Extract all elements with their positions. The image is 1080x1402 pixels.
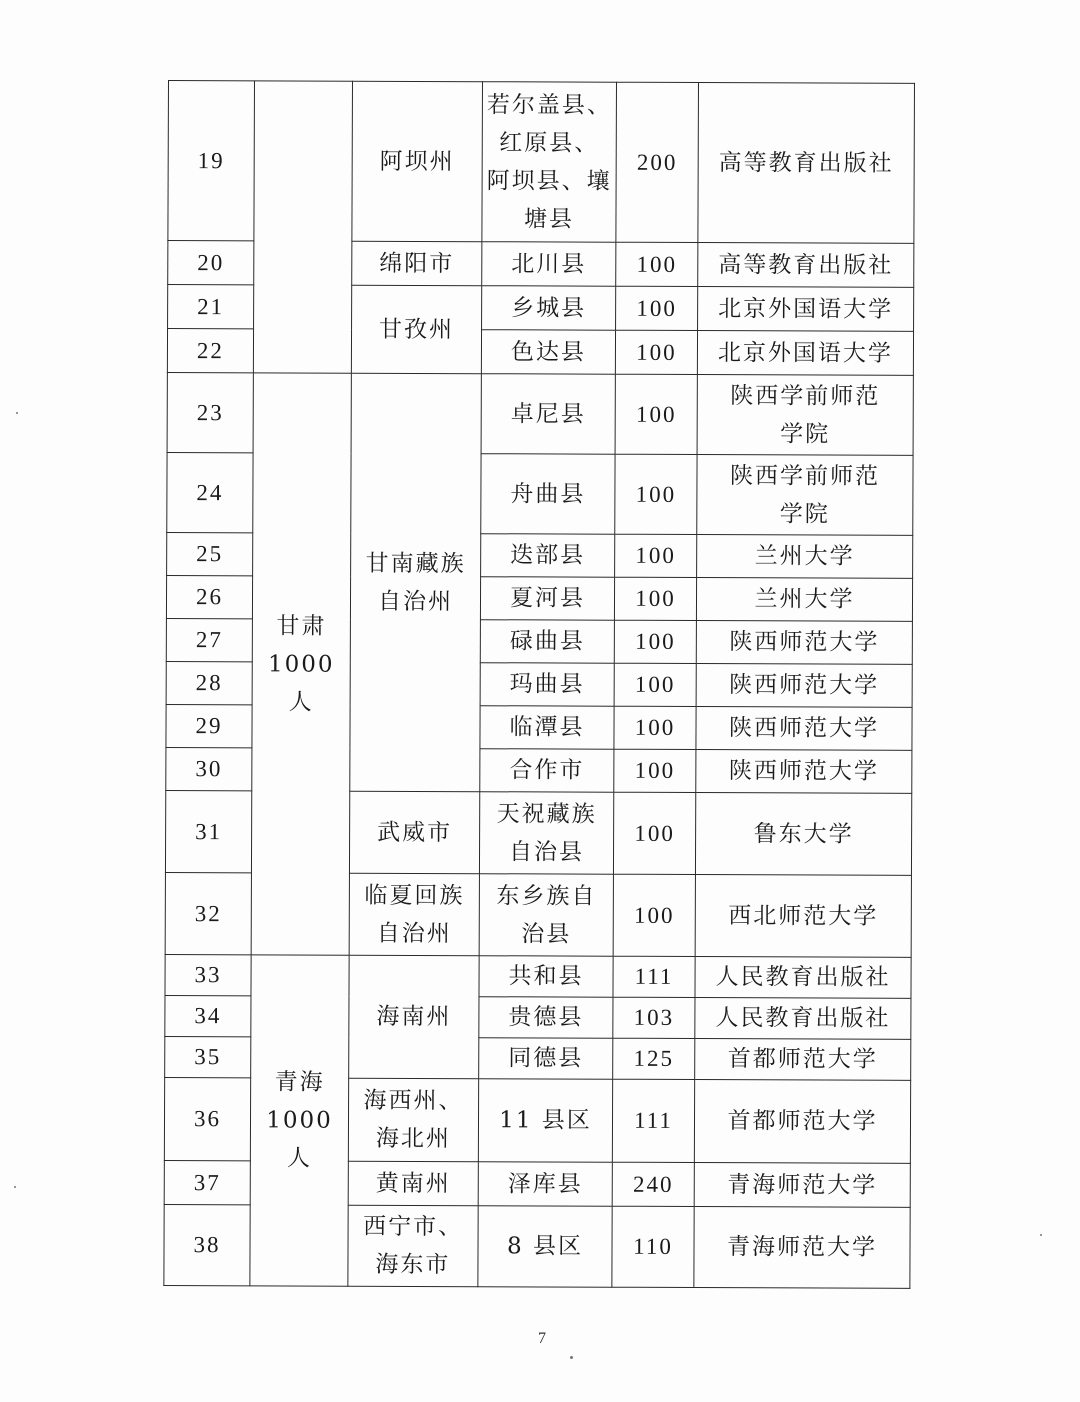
row-number: 26 xyxy=(166,575,252,618)
row-number: 22 xyxy=(167,329,253,373)
organization-cell: 西北师范大学 xyxy=(695,875,911,958)
page-number: 7 xyxy=(538,1330,546,1347)
region-cell: 海南州 xyxy=(349,955,479,1078)
table-row xyxy=(168,81,915,244)
organization-cell: 青海师范大学 xyxy=(694,1163,910,1208)
row-number: 23 xyxy=(167,372,253,452)
count-cell: 100 xyxy=(615,330,697,374)
count-cell: 100 xyxy=(614,577,696,620)
county-cell: 贵德县 xyxy=(479,997,613,1039)
organization-cell: 兰州大学 xyxy=(697,535,913,579)
count-cell: 100 xyxy=(614,706,696,749)
county-cell: 共和县 xyxy=(479,956,613,998)
region-cell: 绵阳市 xyxy=(352,241,482,285)
region-cell: 阿坝州 xyxy=(352,81,483,241)
row-number: 19 xyxy=(168,81,255,241)
county-cell: 卓尼县 xyxy=(481,374,615,455)
county-cell: 舟曲县 xyxy=(481,454,615,535)
row-number: 21 xyxy=(168,285,254,329)
row-number: 38 xyxy=(164,1204,250,1285)
county-cell: 泽库县 xyxy=(478,1162,612,1207)
region-cell: 西宁市、 海东市 xyxy=(348,1205,478,1286)
count-cell: 240 xyxy=(612,1162,694,1206)
organization-cell: 陕西学前师范 学院 xyxy=(697,375,913,456)
row-number: 25 xyxy=(167,532,253,575)
row-number: 32 xyxy=(165,872,251,954)
row-number: 35 xyxy=(165,1036,251,1077)
scan-speck xyxy=(16,412,18,414)
count-cell: 100 xyxy=(614,620,696,663)
organization-cell: 北京外国语大学 xyxy=(698,287,914,332)
row-number: 37 xyxy=(164,1160,250,1204)
count-cell: 111 xyxy=(612,1079,694,1162)
table-row xyxy=(167,372,913,455)
row-number: 30 xyxy=(166,747,252,790)
county-cell: 北川县 xyxy=(482,242,616,287)
count-cell: 100 xyxy=(615,374,697,454)
scan-speck xyxy=(570,1356,573,1359)
organization-cell: 陕西学前师范 学院 xyxy=(697,455,913,536)
row-number: 31 xyxy=(165,790,251,872)
count-cell: 100 xyxy=(616,286,698,330)
county-cell: 迭部县 xyxy=(481,534,615,578)
allocation-table xyxy=(163,80,915,1289)
province-cell: 甘肃 1000 人 xyxy=(251,373,351,955)
row-number: 34 xyxy=(165,995,251,1036)
county-cell: 同德县 xyxy=(479,1038,613,1080)
count-cell: 100 xyxy=(616,242,698,286)
row-number: 27 xyxy=(166,618,252,661)
row-number: 29 xyxy=(166,704,252,747)
count-cell: 100 xyxy=(614,663,696,706)
count-cell: 100 xyxy=(613,874,695,956)
organization-cell: 人民教育出版社 xyxy=(695,957,911,999)
count-cell: 110 xyxy=(612,1206,694,1287)
row-number: 33 xyxy=(165,954,251,995)
row-number: 36 xyxy=(164,1077,250,1160)
region-cell: 临夏回族 自治州 xyxy=(349,873,479,955)
organization-cell: 陕西师范大学 xyxy=(696,664,912,708)
county-cell: 东乡族自 治县 xyxy=(479,874,613,957)
county-cell: 夏河县 xyxy=(480,577,614,621)
province-cell xyxy=(253,81,352,373)
count-cell: 100 xyxy=(614,749,696,792)
row-number: 28 xyxy=(166,661,252,704)
organization-cell: 高等教育出版社 xyxy=(698,243,914,288)
organization-cell: 兰州大学 xyxy=(696,578,912,622)
row-number: 20 xyxy=(168,241,254,285)
organization-cell: 青海师范大学 xyxy=(694,1207,910,1289)
organization-cell: 首都师范大学 xyxy=(694,1080,910,1164)
organization-cell: 陕西师范大学 xyxy=(696,621,912,665)
count-cell: 100 xyxy=(613,792,695,874)
county-cell: 色达县 xyxy=(481,330,615,375)
county-cell: 玛曲县 xyxy=(480,663,614,707)
count-cell: 111 xyxy=(613,956,695,997)
organization-cell: 首都师范大学 xyxy=(695,1039,911,1081)
organization-cell: 人民教育出版社 xyxy=(695,998,911,1040)
region-cell: 甘孜州 xyxy=(351,285,481,373)
scan-speck xyxy=(14,1186,16,1188)
organization-cell: 陕西师范大学 xyxy=(696,750,912,794)
count-cell: 125 xyxy=(613,1038,695,1079)
county-cell: 合作市 xyxy=(480,749,614,793)
region-cell: 海西州、 海北州 xyxy=(348,1078,478,1161)
count-cell: 100 xyxy=(615,454,697,534)
region-cell: 甘南藏族 自治州 xyxy=(350,373,482,791)
county-cell: 天祝藏族 自治县 xyxy=(479,792,613,875)
scan-speck xyxy=(1040,1234,1042,1236)
province-cell: 青海 1000 人 xyxy=(250,955,349,1286)
count-cell: 200 xyxy=(616,82,699,242)
count-cell: 100 xyxy=(615,534,697,577)
organization-cell: 高等教育出版社 xyxy=(698,83,915,244)
region-cell: 黄南州 xyxy=(348,1161,478,1205)
county-cell: 11 县区 xyxy=(478,1079,612,1163)
table-row xyxy=(165,954,911,998)
county-cell: 乡城县 xyxy=(482,286,616,331)
row-number: 24 xyxy=(167,452,253,532)
county-cell: 若尔盖县、 红原县、 阿坝县、壤 塘县 xyxy=(482,82,617,243)
count-cell: 103 xyxy=(613,997,695,1038)
county-cell: 8 县区 xyxy=(478,1206,612,1288)
organization-cell: 陕西师范大学 xyxy=(696,707,912,751)
organization-cell: 北京外国语大学 xyxy=(697,331,913,376)
region-cell: 武威市 xyxy=(349,791,479,873)
county-cell: 碌曲县 xyxy=(480,620,614,664)
organization-cell: 鲁东大学 xyxy=(695,793,911,876)
county-cell: 临潭县 xyxy=(480,706,614,750)
